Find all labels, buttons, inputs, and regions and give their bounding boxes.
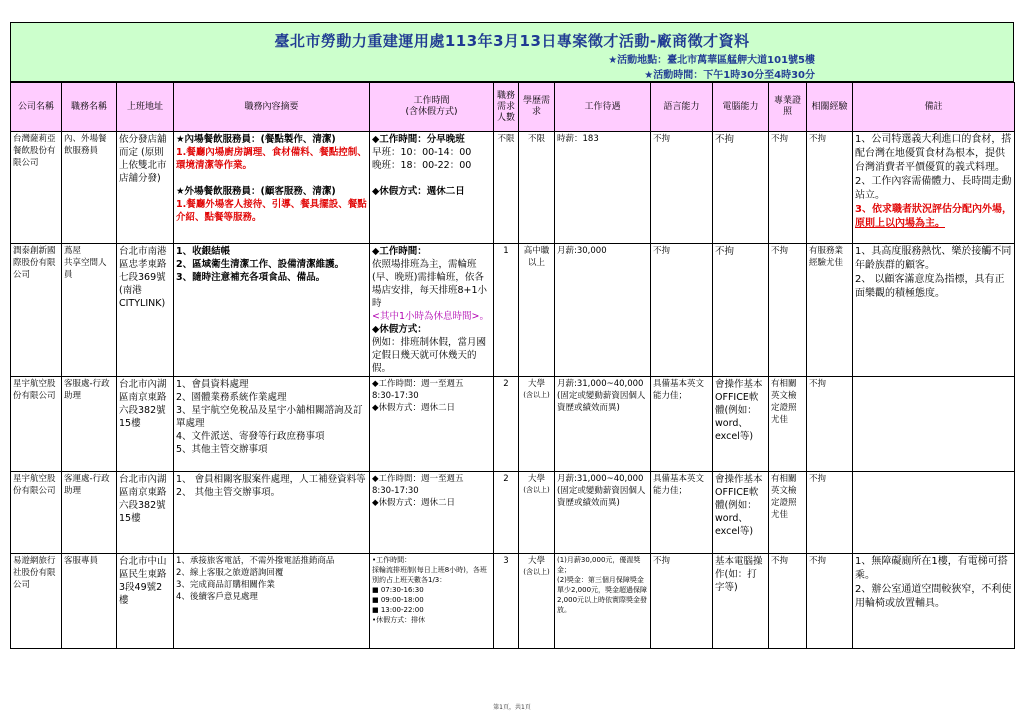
table-row <box>11 377 1015 472</box>
work-hours-line: ◆工作時間： <box>372 246 427 257</box>
work-address: 依分發店舖而定 (原則上依雙北市店舖分發) <box>117 132 174 244</box>
job-content-line: 1.餐廳外場客人接待、引導、餐具擺設、餐點介紹、點餐等服務。 <box>176 199 367 223</box>
job-content <box>174 554 370 649</box>
work-hours-line: 依照場排班為主，需輪班(早、晚班)需排輪班，依各場店安排，每天排班8+1小時 <box>372 259 488 309</box>
education-level: 不限 <box>527 134 545 144</box>
language-skill: 具備基本英文能力佳； <box>651 377 713 472</box>
salary-main: 月薪:31,000~40,000 <box>557 379 644 389</box>
event-location: ★活動地點：臺北市萬華區艋舺大道101號5樓 <box>608 55 815 66</box>
work-hours <box>370 132 494 244</box>
language-skill: 不拘 <box>651 244 713 377</box>
work-hours-line: <其中1小時為休息時間>。 <box>372 311 489 322</box>
company-name: 台灣薩莉亞餐飲股份有限公司 <box>11 132 62 244</box>
license: 有相關英文檢定證照尤佳 <box>769 377 807 472</box>
headcount: 3 <box>494 554 519 649</box>
job-title: 蔦屋 共享空間人員 <box>62 244 117 377</box>
remarks-line: 2、工作內容需備體力、長時間走動站立。 <box>855 176 1012 201</box>
column-header: 備註 <box>853 83 1015 132</box>
table-row <box>11 554 1015 649</box>
work-hours-line: ◆休假方式：週休二日 <box>372 498 456 508</box>
work-hours-line: ◆工作時間：週一至週五 <box>372 474 464 484</box>
page-footer: 第1頁，共1頁 <box>493 704 531 711</box>
salary-main: 月薪:31,000~40,000 <box>557 474 644 484</box>
work-hours-line: ■ 13:00-22:00 <box>372 606 424 614</box>
license: 不拘 <box>769 244 807 377</box>
job-content-line: 2、線上客服之旅遊諮詢回覆 <box>176 568 284 578</box>
company-name: 星宇航空股份有限公司 <box>11 472 62 554</box>
education <box>519 554 555 649</box>
salary <box>555 377 651 472</box>
work-hours-line: ■ 09:00-18:00 <box>372 596 424 604</box>
remarks-line: 1、公司特選義大利進口的食材，搭配台灣在地優質食材為根本，提供台灣消費者平價優質的義式料理。 <box>855 134 1012 173</box>
remarks <box>853 377 1015 472</box>
column-header: 職務名稱 <box>62 83 117 132</box>
education-level: 大學 <box>527 474 545 484</box>
remarks <box>853 132 1015 244</box>
job-content-line: 3、星宇航空免稅品及星宇小舖相關諮詢及訂單處理 <box>176 405 363 429</box>
work-hours-line: •休假方式：排休 <box>372 616 426 624</box>
job-content <box>174 472 370 554</box>
language-skill: 不拘 <box>651 554 713 649</box>
education <box>519 377 555 472</box>
work-hours-line: 採輪流排班制(每日上班8小時)，各班別約占上班天數各1/3： <box>372 566 487 584</box>
work-hours-line: ◆休假方式：週休二日 <box>372 186 465 197</box>
salary-note: (固定或變動薪資因個人資歷或績效而異) <box>557 486 646 508</box>
job-title: 客服處-行政助理 <box>62 377 117 472</box>
education-note: (含以上) <box>523 568 550 576</box>
table-header-row <box>11 83 1015 132</box>
job-content-line: 4、後續客戶意見處理 <box>176 592 258 602</box>
education-level: 高中職以上 <box>523 246 550 268</box>
remarks-line: 1、無障礙廁所在1樓，有電梯可搭乘。 <box>855 556 1008 581</box>
job-content-line: 1.餐廳內場廚房調理、食材備料、餐點控制、環境清潔等作業。 <box>176 147 367 171</box>
work-hours-line: ■ 07:30-16:30 <box>372 586 424 594</box>
header-banner <box>10 22 1014 82</box>
column-header: 專業證照 <box>769 83 807 132</box>
work-hours-line: ◆休假方式：週休二日 <box>372 403 456 413</box>
work-address: 台北市南港區忠孝東路七段369號(南港CITYLINK) <box>117 244 174 377</box>
salary <box>555 472 651 554</box>
work-hours-line: 晚班：18：00-22：00 <box>372 160 472 171</box>
remarks <box>853 244 1015 377</box>
education-level: 大學 <box>527 556 545 566</box>
experience: 不拘 <box>807 132 853 244</box>
work-hours-line: 早班：10：00-14：00 <box>372 147 472 158</box>
salary-main: (1)月薪30,000元，優渥獎金； <box>557 556 641 574</box>
salary-main: 月薪:30,000 <box>557 246 607 256</box>
work-hours <box>370 377 494 472</box>
column-header: 上班地址 <box>117 83 174 132</box>
column-header: 職務內容摘要 <box>174 83 370 132</box>
license: 不拘 <box>769 132 807 244</box>
job-content-line: 2、 其他主管交辦事項。 <box>176 487 281 498</box>
work-hours-line: ◆休假方式： <box>372 324 427 335</box>
computer-skill: 會操作基本OFFICE軟體(例如：word、excel等) <box>713 377 769 472</box>
job-content-line: ★外場餐飲服務員：(顧客服務、清潔) <box>176 186 336 197</box>
work-address: 台北市內湖區南京東路六段382號15樓 <box>117 377 174 472</box>
license: 有相關英文檢定證照尤佳 <box>769 472 807 554</box>
remarks <box>853 472 1015 554</box>
computer-skill: 不拘 <box>713 132 769 244</box>
job-content-line: 1、承接旅客電話，不需外撥電話推銷商品 <box>176 556 335 566</box>
table-row <box>11 132 1015 244</box>
job-content-line: 2、區域衛生清潔工作、設備清潔維護。 <box>176 259 345 270</box>
job-content-line: 3、完成商品訂購相關作業 <box>176 580 275 590</box>
column-header: 相關經驗 <box>807 83 853 132</box>
job-title: 客運處-行政助理 <box>62 472 117 554</box>
column-header: 職務需求人數 <box>494 83 519 132</box>
job-content-line: 4、文件派送、寄發等行政庶務事項 <box>176 431 325 442</box>
company-name: 潤泰創新國際股份有限公司 <box>11 244 62 377</box>
remarks-line: 2、 以顧客滿意度為指標，具有正面樂觀的積極態度。 <box>855 274 1005 299</box>
job-content-line <box>176 172 367 185</box>
job-content-line: 5、其他主管交辦事項 <box>176 444 268 455</box>
work-hours-line: 8:30-17:30 <box>372 391 419 401</box>
work-hours <box>370 472 494 554</box>
work-hours-line: ◆工作時間：分早晚班 <box>372 134 465 145</box>
job-content-line: 2、園體業務系統作業處理 <box>176 392 287 403</box>
education-note: (含以上) <box>523 486 550 494</box>
education <box>519 244 555 377</box>
language-skill: 不拘 <box>651 132 713 244</box>
experience: 不拘 <box>807 472 853 554</box>
job-content-line: 1、會員資料處理 <box>176 379 249 390</box>
salary-main: 時薪：183 <box>557 134 599 144</box>
company-name: 易遊網旅行社股份有限公司 <box>11 554 62 649</box>
event-time: ★活動時間：下午1時30分至4時30分 <box>644 70 815 81</box>
remarks-line: 原則上以內場為主。 <box>855 218 945 229</box>
column-header: 工作時間 (含休假方式) <box>370 83 494 132</box>
column-header: 學歷需求 <box>519 83 555 132</box>
job-content-line: 1、 會員相關客服案件處理，人工補登資料等 <box>176 474 366 485</box>
work-address: 台北市內湖區南京東路六段382號15樓 <box>117 472 174 554</box>
job-title: 內、外場餐飲服務員 <box>62 132 117 244</box>
work-hours-line: 例如：排班制休假，當月國定假日幾天就可休幾天的假。 <box>372 337 487 374</box>
company-name: 星宇航空股份有限公司 <box>11 377 62 472</box>
column-header: 工作待遇 <box>555 83 651 132</box>
headcount: 2 <box>494 472 519 554</box>
work-hours-line: •工作時間： <box>372 556 412 564</box>
job-table <box>10 82 1015 649</box>
language-skill: 具備基本英文能力佳； <box>651 472 713 554</box>
column-header: 電腦能力 <box>713 83 769 132</box>
work-hours-line <box>372 172 491 185</box>
table-row <box>11 244 1015 377</box>
education <box>519 472 555 554</box>
job-content-line: 1、收銀結帳 <box>176 246 231 257</box>
work-hours <box>370 554 494 649</box>
job-listing-sheet <box>10 22 1014 649</box>
work-hours-line: 8:30-17:30 <box>372 486 419 496</box>
salary-note: (2)獎金：第三個月保障獎金單少2,000元，獎金超過保障2,000元以上時依實際獎金發放。 <box>557 576 648 614</box>
computer-skill: 基本電腦操作(如：打字等) <box>713 554 769 649</box>
column-header: 語言能力 <box>651 83 713 132</box>
salary <box>555 132 651 244</box>
table-row <box>11 472 1015 554</box>
work-hours-line: ◆工作時間：週一至週五 <box>372 379 464 389</box>
remarks-line: 3、依求職者狀況評估分配內外場， <box>855 204 1012 215</box>
job-content <box>174 377 370 472</box>
salary-note: (固定或變動薪資因個人資歷或績效而異) <box>557 391 646 413</box>
headcount: 1 <box>494 244 519 377</box>
education-level: 大學 <box>527 379 545 389</box>
education <box>519 132 555 244</box>
work-address: 台北市中山區民生東路3段49號2樓 <box>117 554 174 649</box>
experience: 不拘 <box>807 377 853 472</box>
job-title: 客服專員 <box>62 554 117 649</box>
work-hours <box>370 244 494 377</box>
job-content <box>174 132 370 244</box>
job-content-line: ★內場餐飲服務員：(餐點製作、清潔) <box>176 134 336 145</box>
salary <box>555 244 651 377</box>
headcount: 不限 <box>494 132 519 244</box>
job-content-line: 3、隨時注意補充各項食品、備品。 <box>176 272 326 283</box>
computer-skill: 不拘 <box>713 244 769 377</box>
remarks-line: 1、具高度服務熱忱、樂於接觸不同年齡族群的顧客。 <box>855 246 1012 271</box>
job-content <box>174 244 370 377</box>
education-note: (含以上) <box>523 391 550 399</box>
remarks <box>853 554 1015 649</box>
page-title: 臺北市勞動力重建運用處113年3月13日專案徵才活動-廠商徵才資料 <box>274 32 750 50</box>
experience: 有服務業經驗尤佳 <box>807 244 853 377</box>
computer-skill: 會操作基本OFFICE軟體(例如：word、excel等) <box>713 472 769 554</box>
headcount: 2 <box>494 377 519 472</box>
experience: 不拘 <box>807 554 853 649</box>
salary <box>555 554 651 649</box>
license: 不拘 <box>769 554 807 649</box>
remarks-line: 2、辦公室通道空間較狹窄，不利使用輪椅或放置輔具。 <box>855 584 1012 609</box>
column-header: 公司名稱 <box>11 83 62 132</box>
